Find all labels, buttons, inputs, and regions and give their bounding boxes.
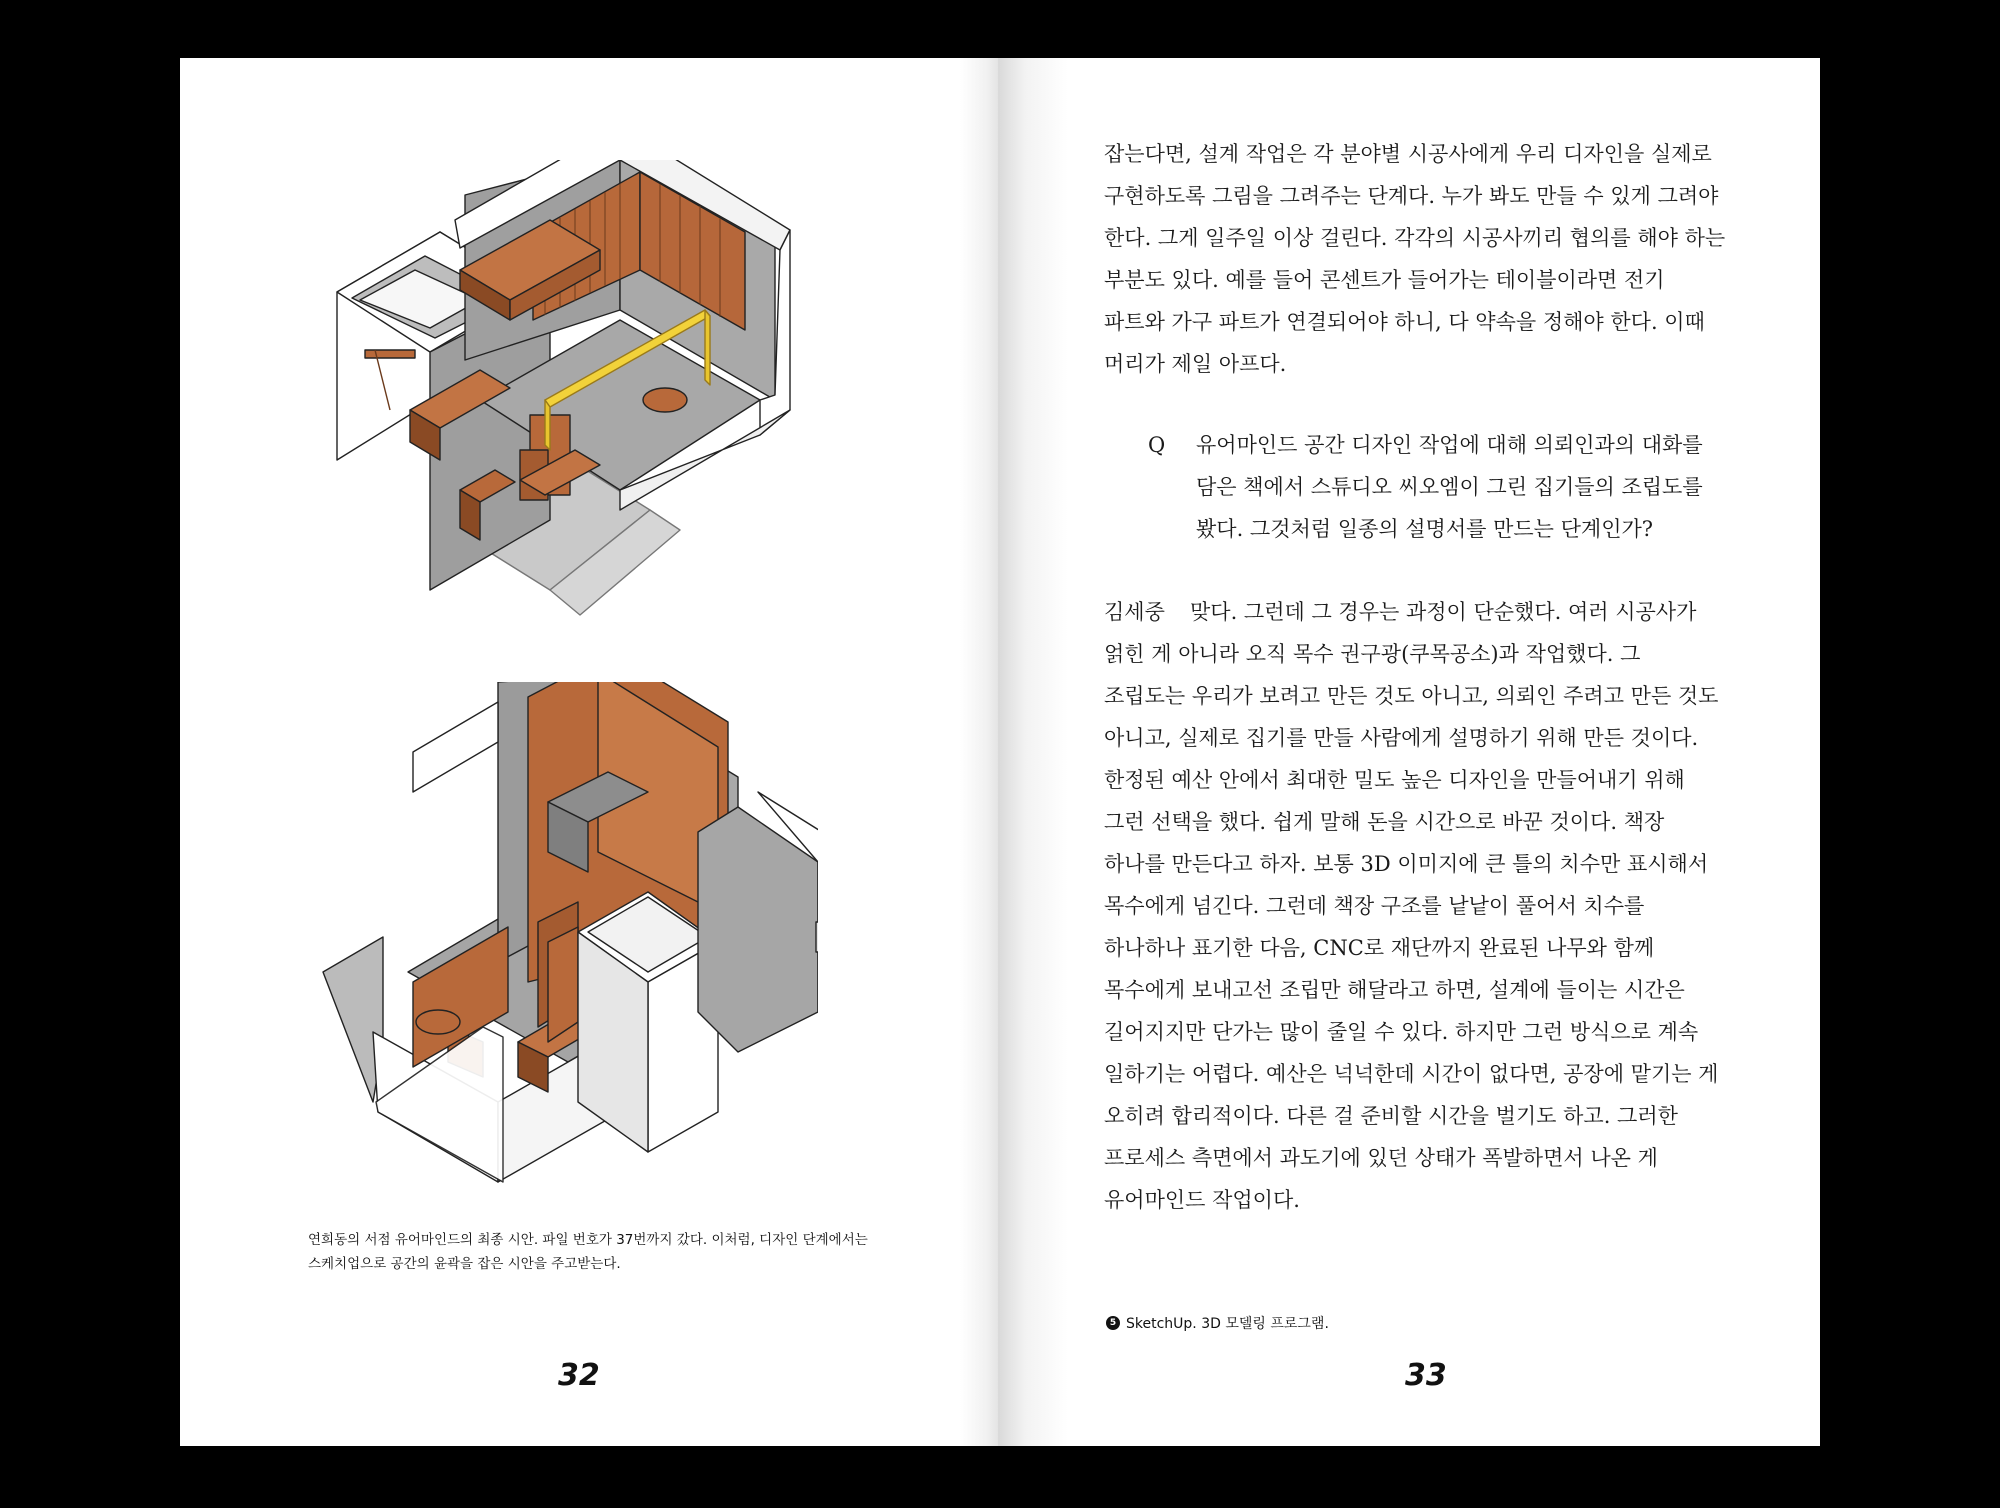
isometric-drawing-bottom [318,682,818,1202]
isometric-drawing-top [320,160,800,640]
answer-line: 목수에게 넘긴다. 그런데 책장 구조를 낱낱이 풀어서 치수를 [1104,894,1645,918]
book-spine [960,58,998,1446]
answer-line: 하나하나 표기한 다음, CNC로 재단까지 완료된 나무와 함께 [1104,936,1655,960]
answer-line: 하나를 만든다고 하자. 보통 3D 이미지에 큰 틀의 치수만 표시해서 [1104,852,1709,876]
text-line: 머리가 제일 아프다. [1104,352,1287,376]
caption-line-2: 스케치업으로 공간의 윤곽을 잡은 시안을 주고받는다. [308,1256,621,1272]
text-line: 부분도 있다. 예를 들어 콘센트가 들어가는 테이블이라면 전기 [1104,268,1665,292]
caption-line-1: 연희동의 서점 유어마인드의 최종 시안. 파일 번호가 37번까지 갔다. 이처럼, 디자인 단계에서는 [308,1232,868,1248]
answer-line: 일하기는 어렵다. 예산은 넉넉한데 시간이 없다면, 공장에 맡기는 게 [1104,1062,1719,1086]
answer-line: 맞다. 그런데 그 경우는 과정이 단순했다. 여러 시공사가 [1190,600,1697,624]
footnote [1106,1313,1329,1333]
question-marker: Q [1148,433,1166,457]
page-number-left: 32 [558,1358,600,1393]
body-paragraph-1 [1104,133,1725,385]
answer-line: 프로세스 측면에서 과도기에 있던 상태가 폭발하면서 나온 게 [1104,1146,1658,1170]
text-line: 한다. 그게 일주일 이상 걸린다. 각각의 시공사끼리 협의를 해야 하는 [1104,226,1726,250]
question-line: 담은 책에서 스튜디오 씨오엠이 그린 집기들의 조립도를 [1196,475,1703,499]
answer-paragraph [1104,591,1718,1221]
answer-line: 한정된 예산 안에서 최대한 밀도 높은 디자인을 만들어내기 위해 [1104,768,1685,792]
answer-line: 그런 선택을 했다. 쉽게 말해 돈을 시간으로 바꾼 것이다. 책장 [1104,810,1665,834]
text-line: 파트와 가구 파트가 연결되어야 하니, 다 약속을 정해야 한다. 이때 [1104,310,1705,334]
footnote-text: SketchUp. 3D 모델링 프로그램. [1126,1316,1329,1332]
page-number-right: 33 [1405,1358,1447,1393]
answer-line: 목수에게 보내고선 조립만 해달라고 하면, 설계에 들이는 시간은 [1104,978,1685,1002]
question-line: 유어마인드 공간 디자인 작업에 대해 의뢰인과의 대화를 [1196,433,1703,457]
answer-line: 아니고, 실제로 집기를 만들 사람에게 설명하기 위해 만든 것이다. [1104,726,1699,750]
answer-line: 얽힌 게 아니라 오직 목수 권구광(쿠목공소)과 작업했다. 그 [1104,642,1641,666]
text-line: 잡는다면, 설계 작업은 각 분야별 시공사에게 우리 디자인을 실제로 [1104,142,1712,166]
answer-line: 조립도는 우리가 보려고 만든 것도 아니고, 의뢰인 주려고 만든 것도 [1104,684,1719,708]
figure-caption [308,1228,908,1276]
question-line: 봤다. 그것처럼 일종의 설명서를 만드는 단계인가? [1196,517,1654,541]
footnote-number-badge: 5 [1106,1316,1120,1330]
answer-line: 길어지지만 단가는 많이 줄일 수 있다. 하지만 그런 방식으로 계속 [1104,1020,1699,1044]
text-line: 구현하도록 그림을 그려주는 단계다. 누가 봐도 만들 수 있게 그려야 [1104,184,1719,208]
speaker-name: 김세중 [1104,600,1165,624]
answer-line: 유어마인드 작업이다. [1104,1188,1300,1212]
answer-line: 오히려 합리적이다. 다른 걸 준비할 시간을 벌기도 하고. 그러한 [1104,1104,1678,1128]
